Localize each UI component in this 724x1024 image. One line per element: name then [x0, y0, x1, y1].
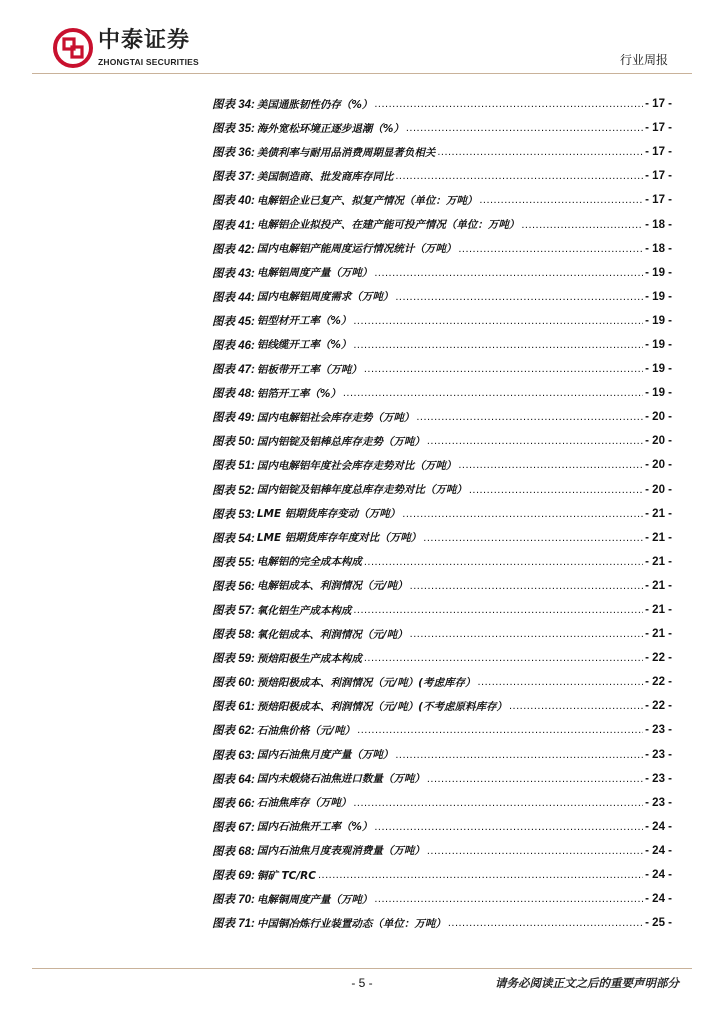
toc-entry-title: 电解铝企业已复产、拟复产情况（单位：万吨） [256, 194, 478, 207]
toc-entry-label: 图表 62: [212, 725, 255, 738]
toc-leader-dots [364, 556, 643, 568]
toc-entry-label: 图表 47: [212, 364, 255, 377]
toc-entry[interactable] [212, 237, 672, 261]
toc-entry[interactable] [212, 164, 672, 188]
toc-entry[interactable] [212, 791, 672, 815]
toc-leader-dots [469, 484, 643, 496]
page-number: - 5 - [351, 976, 373, 990]
toc-entry[interactable] [212, 333, 672, 357]
toc-entry-title: 中国铜冶炼行业装置动态（单位：万吨） [256, 917, 446, 930]
toc-leader-dots [458, 243, 643, 255]
toc-entry-page: - 21 - [645, 531, 672, 544]
toc-entry-page: - 18 - [645, 242, 672, 255]
toc-entry-label: 图表 53: [212, 508, 255, 521]
toc-entry[interactable] [212, 694, 672, 718]
toc-entry-label: 图表 64: [212, 773, 255, 786]
toc-leader-dots [353, 339, 643, 351]
toc-leader-dots [395, 749, 643, 761]
toc-entry-title: 石油焦价格（元/吨） [256, 724, 356, 737]
toc-entry[interactable] [212, 622, 672, 646]
toc-entry-title: 国内电解铝社会库存走势（万吨） [256, 411, 415, 424]
toc-entry-title: 国内铝锭及铝棒年度总库存走势对比（万吨） [256, 484, 467, 497]
toc-leader-dots [458, 459, 643, 471]
toc-entry-label: 图表 69: [212, 870, 255, 883]
toc-entry-title: 海外宽松环境正逐步退潮（%） [256, 122, 404, 135]
toc-entry-label: 图表 61: [212, 701, 255, 714]
toc-entry-label: 图表 57: [212, 605, 255, 618]
toc-entry-label: 图表 44: [212, 291, 255, 304]
toc-entry[interactable] [212, 598, 672, 622]
disclaimer-note: 请务必阅读正文之后的重要声明部分 [495, 976, 679, 990]
toc-entry[interactable] [212, 92, 672, 116]
toc-entry[interactable] [212, 767, 672, 791]
toc-entry-title: 电解铜周度产量（万吨） [256, 893, 373, 906]
toc-entry-page: - 22 - [645, 652, 672, 665]
toc-entry-label: 图表 36: [212, 147, 255, 160]
toc-entry-label: 图表 45: [212, 315, 255, 328]
toc-entry-title: 铝板带开工率（万吨） [256, 363, 362, 376]
toc-entry[interactable] [212, 212, 672, 236]
toc-entry-title: 国内石油焦开工率（%） [256, 821, 373, 834]
toc-leader-dots [395, 291, 643, 303]
toc-entry-title: 国内电解铝产能周度运行情况统计（万吨） [256, 243, 457, 256]
toc-entry-title: 铜矿 TC/RC [256, 869, 316, 882]
toc-leader-dots [509, 700, 643, 712]
toc-entry-page: - 20 - [645, 483, 672, 496]
toc-entry-page: - 24 - [645, 844, 672, 857]
toc-entry-label: 图表 37: [212, 171, 255, 184]
toc-entry[interactable] [212, 188, 672, 212]
toc-entry-title: 石油焦库存（万吨） [256, 797, 352, 810]
toc-entry-page: - 21 - [645, 555, 672, 568]
toc-leader-dots [448, 917, 643, 929]
toc-entry[interactable] [212, 911, 672, 935]
toc-entry-title: 预焙阳极生产成本构成 [256, 652, 362, 665]
toc-leader-dots [437, 146, 643, 158]
toc-entry-title: 氧化铝生产成本构成 [256, 604, 352, 617]
toc-leader-dots [374, 98, 643, 110]
toc-entry-page: - 17 - [645, 170, 672, 183]
report-type: 行业周报 [619, 53, 668, 67]
toc-entry-label: 图表 68: [212, 845, 255, 858]
toc-entry-title: 铝线缆开工率（%） [256, 339, 352, 352]
toc-entry[interactable] [212, 285, 672, 309]
brand-name-en: ZHONGTAI SECURITIES [98, 57, 199, 67]
toc-entry[interactable] [212, 453, 672, 477]
toc-entry-page: - 24 - [645, 820, 672, 833]
toc-entry-label: 图表 42: [212, 243, 255, 256]
toc-entry-page: - 21 - [645, 507, 672, 520]
toc-entry-page: - 17 - [645, 146, 672, 159]
toc-leader-dots [423, 532, 643, 544]
toc-entry-page: - 24 - [645, 893, 672, 906]
toc-entry-label: 图表 55: [212, 556, 255, 569]
toc-entry-page: - 23 - [645, 748, 672, 761]
toc-entry-page: - 17 - [645, 122, 672, 135]
toc-entry-label: 图表 48: [212, 388, 255, 401]
toc-entry-label: 图表 59: [212, 653, 255, 666]
toc-entry-page: - 17 - [645, 194, 672, 207]
toc-entry-label: 图表 50: [212, 436, 255, 449]
toc-entry-title: 铝箔开工率（%） [256, 387, 341, 400]
toc-entry[interactable] [212, 670, 672, 694]
toc-entry[interactable] [212, 574, 672, 598]
toc-leader-dots [374, 821, 643, 833]
toc-entry-page: - 19 - [645, 387, 672, 400]
toc-entry-label: 图表 35: [212, 123, 255, 136]
toc-entry-title: 预焙阳极成本、利润情况（元/吨）(不考虑原料库存） [256, 700, 507, 713]
toc-entry[interactable] [212, 116, 672, 140]
toc-entry-page: - 19 - [645, 338, 672, 351]
toc-entry-page: - 21 - [645, 628, 672, 641]
toc-entry-title: 国内石油焦月度产量（万吨） [256, 749, 394, 762]
toc-entry-title: 国内电解铝周度需求（万吨） [256, 291, 394, 304]
toc-entry[interactable] [212, 839, 672, 863]
toc-entry-label: 图表 54: [212, 532, 255, 545]
toc-leader-dots [318, 869, 643, 881]
toc-entry[interactable] [212, 863, 672, 887]
toc-leader-dots [353, 797, 643, 809]
toc-entry-title: 电解铝周度产量（万吨） [256, 267, 373, 280]
toc-entry-title: 美国制造商、批发商库存同比 [256, 170, 394, 183]
toc-entry[interactable] [212, 815, 672, 839]
toc-entry[interactable] [212, 646, 672, 670]
toc-entry-label: 图表 51: [212, 460, 255, 473]
toc-entry-title: 铝型材开工率（%） [256, 315, 352, 328]
toc-leader-dots [410, 580, 643, 592]
toc-entry-page: - 21 - [645, 604, 672, 617]
zhongtai-logo-icon [53, 28, 93, 68]
toc-leader-dots [374, 267, 643, 279]
toc-entry-label: 图表 41: [212, 219, 255, 232]
toc-entry-title: 美国通胀韧性仍存（%） [256, 98, 373, 111]
toc-leader-dots [477, 676, 643, 688]
toc-entry-title: 电解铝成本、利润情况（元/吨） [256, 580, 408, 593]
toc-entry-page: - 18 - [645, 218, 672, 231]
toc-leader-dots [353, 315, 643, 327]
toc-leader-dots [427, 845, 643, 857]
toc-leader-dots [364, 363, 643, 375]
toc-entry[interactable] [212, 381, 672, 405]
toc-entry[interactable] [212, 140, 672, 164]
toc-entry-page: - 23 - [645, 724, 672, 737]
toc-entry-label: 图表 58: [212, 629, 255, 642]
toc-entry-page: - 19 - [645, 314, 672, 327]
toc-entry-title: 电解铝企业拟投产、在建产能可投产情况（单位：万吨） [256, 219, 520, 232]
toc-entry-page: - 20 - [645, 459, 672, 472]
toc-leader-dots [416, 411, 643, 423]
toc-entry-page: - 21 - [645, 579, 672, 592]
header-divider [32, 73, 692, 74]
toc-entry-title: 国内铝锭及铝棒总库存走势（万吨） [256, 435, 425, 448]
toc-entry-label: 图表 67: [212, 821, 255, 834]
toc-leader-dots [364, 652, 643, 664]
footer-divider [32, 968, 692, 969]
toc-entry[interactable] [212, 261, 672, 285]
toc-leader-dots [521, 219, 643, 231]
toc-entry-title: 国内石油焦月度表观消费量（万吨） [256, 845, 425, 858]
toc-entry-page: - 22 - [645, 676, 672, 689]
toc-leader-dots [479, 194, 643, 206]
toc-entry-title: LME 铝期货库存变动（万吨） [256, 508, 401, 521]
toc-leader-dots [357, 724, 643, 736]
toc-entry-page: - 19 - [645, 290, 672, 303]
toc-entry[interactable] [212, 357, 672, 381]
toc-entry-label: 图表 70: [212, 894, 255, 907]
toc-entry-title: 电解铝的完全成本构成 [256, 556, 362, 569]
toc-entry-page: - 22 - [645, 700, 672, 713]
toc-entry-label: 图表 52: [212, 484, 255, 497]
toc-entry-title: LME 铝期货库存年度对比（万吨） [256, 532, 422, 545]
toc-entry-page: - 17 - [645, 98, 672, 111]
toc-entry-label: 图表 34: [212, 99, 255, 112]
toc-entry-label: 图表 66: [212, 797, 255, 810]
toc-entry[interactable] [212, 743, 672, 767]
toc-entry[interactable] [212, 309, 672, 333]
toc-entry-page: - 24 - [645, 869, 672, 882]
toc-entry[interactable] [212, 550, 672, 574]
toc-leader-dots [374, 893, 643, 905]
brand-name-cn: 中泰证券 [98, 28, 191, 53]
toc-entry-label: 图表 43: [212, 267, 255, 280]
toc-entry-label: 图表 63: [212, 749, 255, 762]
toc-entry-label: 图表 46: [212, 339, 255, 352]
toc-leader-dots [402, 508, 643, 520]
toc-entry-page: - 23 - [645, 796, 672, 809]
toc-entry-page: - 19 - [645, 363, 672, 376]
toc-entry-page: - 20 - [645, 411, 672, 424]
toc-entry[interactable] [212, 478, 672, 502]
toc-entry[interactable] [212, 526, 672, 550]
toc-entry-title: 预焙阳极成本、利润情况（元/吨）(考虑库存） [256, 676, 476, 689]
toc-leader-dots [410, 628, 643, 640]
toc-entry-title: 美债利率与耐用品消费周期显著负相关 [256, 146, 436, 159]
toc-entry-title: 国内未煅烧石油焦进口数量（万吨） [256, 773, 425, 786]
toc-entry[interactable] [212, 887, 672, 911]
toc-entry[interactable] [212, 429, 672, 453]
toc-entry-page: - 19 - [645, 266, 672, 279]
toc-entry[interactable] [212, 718, 672, 742]
figure-index-list [212, 92, 672, 935]
toc-leader-dots [353, 604, 643, 616]
toc-entry-page: - 23 - [645, 772, 672, 785]
toc-entry[interactable] [212, 405, 672, 429]
toc-leader-dots [395, 170, 643, 182]
toc-leader-dots [343, 387, 643, 399]
toc-entry-label: 图表 71: [212, 918, 255, 931]
toc-entry-label: 图表 60: [212, 677, 255, 690]
toc-entry-page: - 20 - [645, 435, 672, 448]
toc-leader-dots [427, 773, 643, 785]
toc-entry-title: 国内电解铝年度社会库存走势对比（万吨） [256, 459, 457, 472]
toc-entry-title: 氧化铝成本、利润情况（元/吨） [256, 628, 408, 641]
toc-leader-dots [427, 435, 643, 447]
toc-entry[interactable] [212, 502, 672, 526]
toc-leader-dots [406, 122, 643, 134]
toc-entry-label: 图表 40: [212, 195, 255, 208]
toc-entry-label: 图表 49: [212, 412, 255, 425]
page-header [0, 0, 724, 80]
toc-entry-page: - 25 - [645, 917, 672, 930]
toc-entry-label: 图表 56: [212, 580, 255, 593]
